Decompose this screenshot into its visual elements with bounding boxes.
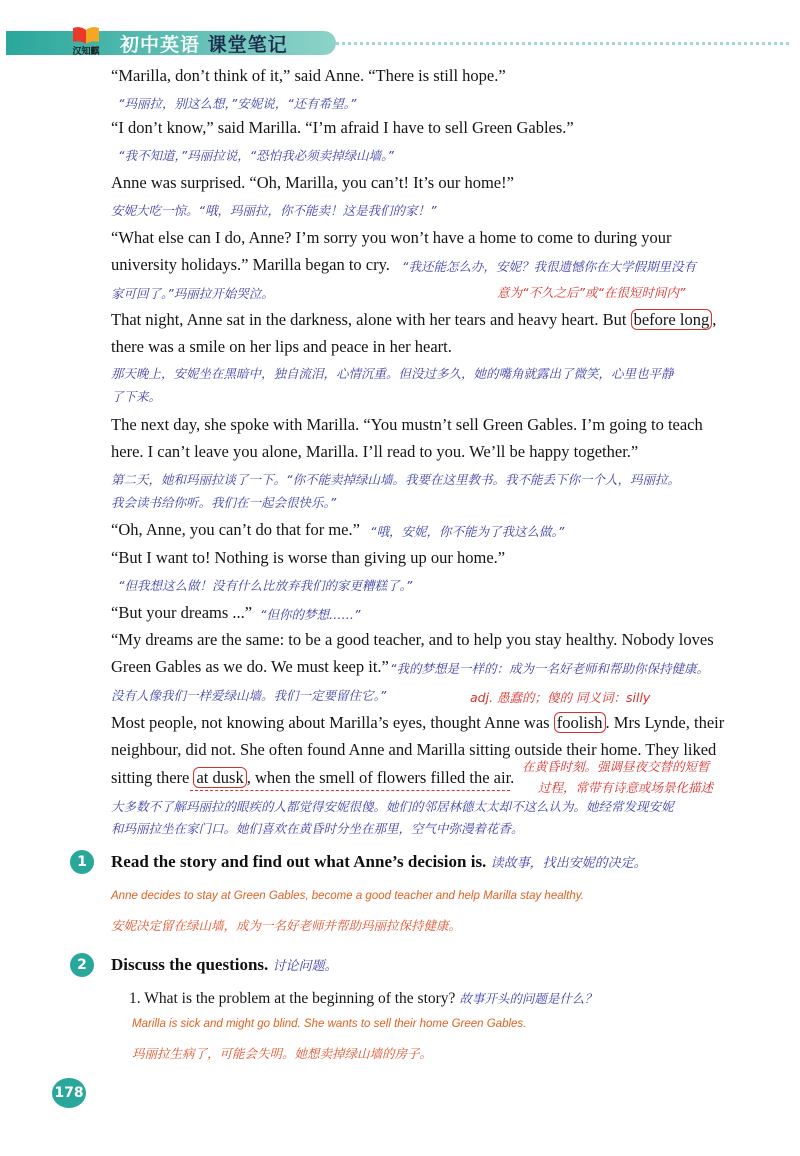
translation-line: “哦，安妮，你不能为了我这么做。” xyxy=(370,524,565,539)
translation-line: 第二天，她和玛丽拉谈了一下。“你不能卖掉绿山墙。我要在这里教书。我不能丢下你一个人，玛丽拉。 xyxy=(111,472,680,487)
book-icon xyxy=(72,26,100,44)
header-title xyxy=(120,30,288,57)
story-line: university holidays.” Marilla began to cry. xyxy=(111,255,390,274)
story-line: The next day, she spoke with Marilla. “You mustn’t sell Green Gables. I’m going to teach xyxy=(111,415,703,434)
story-line: “What else can I do, Anne? I’m sorry you won’t have a home to come to during your xyxy=(111,228,672,247)
vocab-note-before-long: 意为“不久之后”或“在很短时间内” xyxy=(497,285,686,300)
translation-line: 安妮大吃一惊。“哦，玛丽拉，你不能卖！这是我们的家！” xyxy=(111,203,437,218)
story-line: “But I want to! Nothing is worse than giving up our home.” xyxy=(111,548,506,567)
story-line: neighbour, did not. She often found Anne and Marilla sitting outside their home. They liked xyxy=(111,740,717,759)
story-line: “Oh, Anne, you can’t do that for me.” xyxy=(111,520,360,539)
question-title-cn: 读故事，找出安妮的决定。 xyxy=(490,856,647,871)
answer-cn: 安妮决定留在绿山墙，成为一名好老师并帮助玛丽拉保持健康。 xyxy=(111,918,462,933)
vocab-note-foolish: adj. 愚蠢的；傻的 同义词：silly xyxy=(470,690,651,705)
highlight-foolish: foolish xyxy=(554,712,606,733)
highlight-at-dusk: at dusk xyxy=(193,767,246,788)
story-text: sitting there xyxy=(111,768,194,787)
translation-line: 家可回了。”玛丽拉开始哭泣。 xyxy=(111,286,274,301)
vocab-note-at-dusk: 在黄昏时刻。强调昼夜交替的短暂 xyxy=(522,759,710,774)
page-header xyxy=(0,26,800,58)
translation-line: “但我想这么做！没有什么比放弃我们的家更糟糕了。” xyxy=(118,578,413,593)
story-line: Anne was surprised. “Oh, Marilla, you can’t! It’s our home!” xyxy=(111,173,514,192)
translation-line: 大多数不了解玛丽拉的眼疾的人都觉得安妮很傻。她们的邻居林德太太却不这么认为。她经常发现安妮 xyxy=(111,799,674,814)
question-title xyxy=(111,852,647,872)
header-dotted-line xyxy=(336,42,790,45)
translation-line: “我还能怎么办，安妮？我很遗憾你在大学假期里没有 xyxy=(402,259,696,274)
translation-line: “我的梦想是一样的：成为一名好老师和帮助你保持健康。 xyxy=(390,661,709,676)
sub-question-text: 1. What is the problem at the beginning of the story? xyxy=(129,990,456,1007)
header-title-main: 初中英语 xyxy=(120,34,201,56)
translation-line: “玛丽拉，别这么想，”安妮说，“还有希望。” xyxy=(118,96,357,111)
question-number-badge: 1 xyxy=(70,850,94,874)
story-line xyxy=(111,310,716,330)
translation-line: “但你的梦想……” xyxy=(260,607,361,622)
story-line: “My dreams are the same: to be a good teacher, and to help you stay healthy. Nobody loves xyxy=(111,630,714,649)
story-text: , xyxy=(712,310,717,329)
sub-question-cn: 故事开头的问题是什么？ xyxy=(459,991,597,1006)
story-line: “Marilla, don’t think of it,” said Anne. “There is still hope.” xyxy=(111,66,506,85)
question-title-text: Discuss the questions. xyxy=(111,955,269,974)
translation-line: 了下来。 xyxy=(111,389,162,404)
vocab-note-at-dusk: 过程，常带有诗意或场景化描述 xyxy=(538,780,714,795)
story-line xyxy=(111,768,514,788)
story-line xyxy=(111,713,724,733)
sub-question xyxy=(129,989,597,1008)
highlight-before-long: before long xyxy=(631,309,713,330)
story-text: Most people, not knowing about Marilla’s eyes, thought Anne was xyxy=(111,713,554,732)
translation-line: 和玛丽拉坐在家门口。她们喜欢在黄昏时分坐在那里，空气中弥漫着花香。 xyxy=(111,821,524,836)
story-text: . Mrs Lynde, their xyxy=(605,713,725,732)
page-number: 178 xyxy=(52,1078,86,1108)
annotation-underline xyxy=(190,790,510,791)
story-text: That night, Anne sat in the darkness, alone with her tears and heavy heart. But xyxy=(111,310,631,329)
answer-en: Anne decides to stay at Green Gables, become a good teacher and help Marilla stay healthy. xyxy=(111,890,584,902)
story-line: “But your dreams ...” xyxy=(111,603,253,622)
story-line: Green Gables as we do. We must keep it.” xyxy=(111,657,389,676)
translation-line: 那天晚上，安妮坐在黑暗中，独自流泪，心情沉重。但没过多久，她的嘴角就露出了微笑，心里也平静 xyxy=(111,366,674,381)
question-number-badge: 2 xyxy=(70,953,94,977)
translation-line: 我会读书给你听。我们在一起会很快乐。” xyxy=(111,495,337,510)
question-title-text: Read the story and find out what Anne’s decision is. xyxy=(111,852,487,871)
question-title-cn: 讨论问题。 xyxy=(272,959,338,974)
story-line: “I don’t know,” said Marilla. “I’m afraid I have to sell Green Gables.” xyxy=(111,118,574,137)
header-title-sub: 课堂笔记 xyxy=(207,34,288,56)
translation-line: “我不知道，”玛丽拉说，“恐怕我必须卖掉绿山墙。” xyxy=(118,148,394,163)
story-text: , when the smell of flowers filled the air. xyxy=(246,768,515,787)
story-line: there was a smile on her lips and peace in her heart. xyxy=(111,337,452,356)
logo-text: 汉知麒 xyxy=(72,47,100,57)
question-title xyxy=(111,955,338,975)
answer-en: Marilla is sick and might go blind. She wants to sell their home Green Gables. xyxy=(132,1018,527,1030)
publisher-logo xyxy=(66,26,106,56)
answer-cn: 玛丽拉生病了，可能会失明。她想卖掉绿山墙的房子。 xyxy=(132,1046,433,1061)
story-line: here. I can’t leave you alone, Marilla. I’ll read to you. We’ll be happy together.” xyxy=(111,442,639,461)
translation-line: 没有人像我们一样爱绿山墙。我们一定要留住它。” xyxy=(111,688,387,703)
